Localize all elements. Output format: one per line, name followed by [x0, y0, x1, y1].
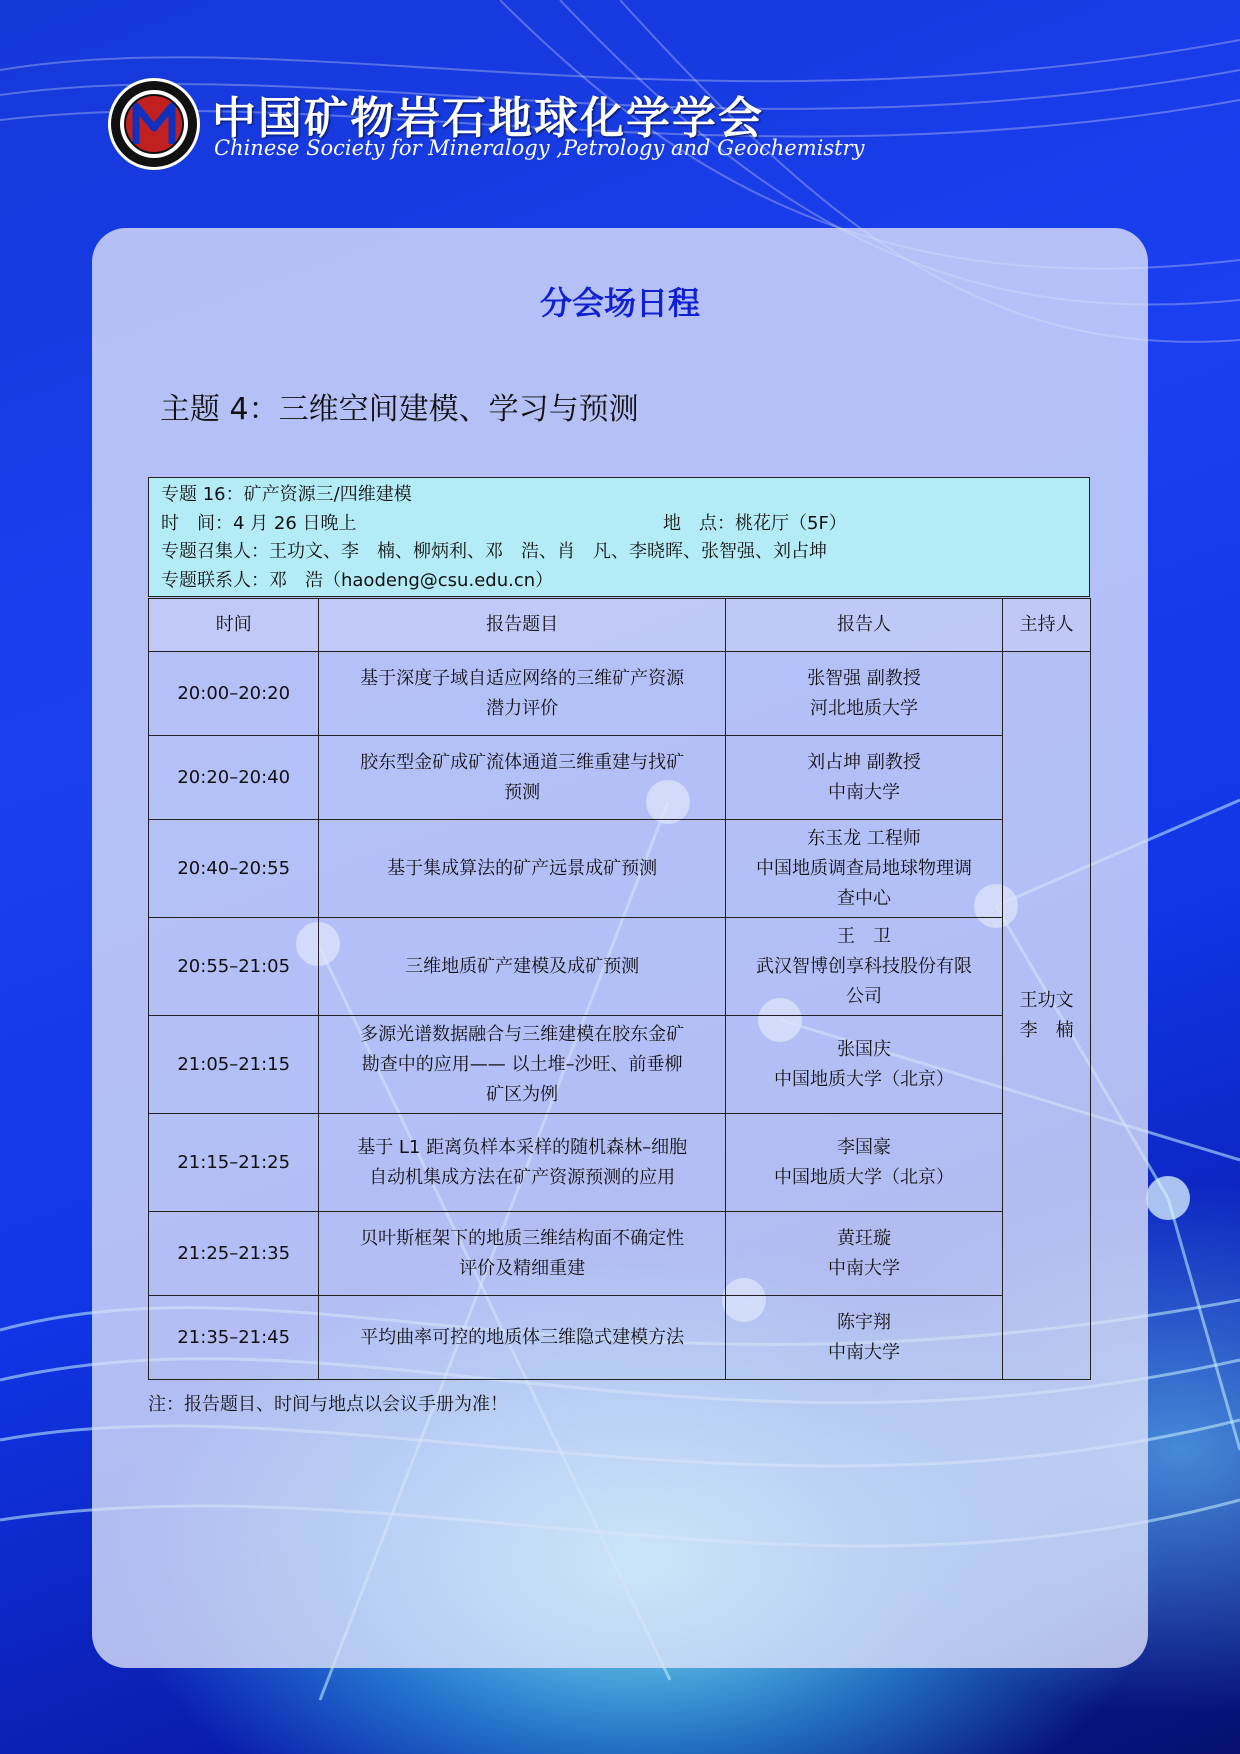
session-info-box [148, 477, 1090, 597]
session-time: 时 间：4 月 26 日晚上 [161, 512, 357, 534]
speaker-line: 东玉龙 工程师 [807, 827, 921, 849]
session-name: 专题 16：矿产资源三/四维建模 [161, 484, 412, 505]
cell-speaker [725, 652, 1002, 736]
header-speaker: 报告人 [725, 599, 1002, 652]
cell-time: 20:00–20:20 [149, 652, 319, 736]
cell-hosts [1003, 652, 1091, 1380]
table-row [149, 736, 1091, 820]
session-conveners: 专题召集人：王功文、李 楠、柳炳利、邓 浩、肖 凡、李晓晖、张智强、刘占坤 [161, 541, 827, 562]
page-title: 分会场日程 [539, 284, 700, 322]
speaker-line: 中南大学 [828, 1341, 901, 1363]
speaker-line: 中国地质大学（北京） [774, 1068, 955, 1090]
title-line: 多源光谱数据融合与三维建模在胶东金矿 [360, 1023, 685, 1045]
title-line: 平均曲率可控的地质体三维隐式建模方法 [360, 1326, 685, 1348]
speaker-line: 中国地质大学（北京） [774, 1166, 955, 1188]
schedule-card [92, 228, 1148, 1668]
host-name: 李 楠 [1019, 1019, 1074, 1041]
speaker-line: 武汉智博创享科技股份有限 [756, 955, 973, 977]
cell-time: 21:05–21:15 [149, 1016, 319, 1114]
org-name-en: Chinese Society for Mineralogy ,Petrology and Geochemistry [214, 136, 865, 160]
cell-time: 21:35–21:45 [149, 1296, 319, 1380]
speaker-line: 陈宇翔 [837, 1311, 892, 1333]
speaker-line: 中国地质调查局地球物理调 [756, 857, 973, 879]
header-title: 报告题目 [319, 599, 725, 652]
title-line: 三维地质矿产建模及成矿预测 [405, 955, 640, 977]
speaker-line: 河北地质大学 [810, 697, 919, 719]
table-row [149, 1296, 1091, 1380]
table-row [149, 1016, 1091, 1114]
cell-time: 20:20–20:40 [149, 736, 319, 820]
header-time: 时间 [149, 599, 319, 652]
cell-speaker [725, 1114, 1002, 1212]
cell-speaker [725, 1296, 1002, 1380]
table-row [149, 918, 1091, 1016]
table-row [149, 1212, 1091, 1296]
cell-speaker [725, 820, 1002, 918]
topic-title: 主题 4：三维空间建模、学习与预测 [160, 392, 639, 427]
title-line: 预测 [504, 781, 541, 803]
header [106, 76, 865, 172]
session-contact: 专题联系人：邓 浩（haodeng@csu.edu.cn） [161, 569, 554, 591]
cell-title [319, 1016, 725, 1114]
cell-title [319, 736, 725, 820]
title-line: 自动机集成方法在矿产资源预测的应用 [369, 1166, 676, 1188]
table-header-row [149, 599, 1091, 652]
cell-title [319, 1212, 725, 1296]
cell-speaker [725, 918, 1002, 1016]
cell-time: 20:40–20:55 [149, 820, 319, 918]
speaker-line: 李国豪 [837, 1136, 892, 1158]
cell-title [319, 1114, 725, 1212]
title-line: 基于集成算法的矿产远景成矿预测 [387, 857, 658, 879]
speaker-line: 中南大学 [828, 1257, 901, 1279]
title-line: 矿区为例 [486, 1083, 559, 1105]
footnote: 注：报告题目、时间与地点以会议手册为准！ [148, 1394, 508, 1415]
speaker-line: 张智强 副教授 [807, 667, 921, 689]
speaker-line: 查中心 [837, 887, 892, 909]
schedule-table [148, 598, 1091, 1380]
cell-time: 20:55–21:05 [149, 918, 319, 1016]
cell-speaker [725, 1212, 1002, 1296]
title-line: 勘查中的应用—— 以土堆–沙旺、前垂柳 [361, 1053, 683, 1075]
title-line: 贝叶斯框架下的地质三维结构面不确定性 [360, 1227, 685, 1249]
cell-title [319, 1296, 725, 1380]
title-line: 基于 L1 距离负样本采样的随机森林–细胞 [357, 1136, 688, 1158]
cell-speaker [725, 736, 1002, 820]
cell-title [319, 820, 725, 918]
title-line: 基于深度子域自适应网络的三维矿产资源 [360, 667, 685, 689]
speaker-line: 中南大学 [828, 781, 901, 803]
cell-title [319, 652, 725, 736]
org-name-zh: 中国矿物岩石地球化学学会 [212, 93, 764, 144]
speaker-line: 公司 [846, 985, 883, 1007]
table-row [149, 820, 1091, 918]
session-venue: 地 点：桃花厅（5F） [663, 512, 847, 534]
header-host: 主持人 [1003, 599, 1091, 652]
table-row [149, 652, 1091, 736]
cell-speaker [725, 1016, 1002, 1114]
session-time-venue-row [161, 510, 1077, 539]
title-line: 潜力评价 [486, 697, 559, 719]
title-line: 评价及精细重建 [459, 1257, 586, 1279]
cell-title [319, 918, 725, 1016]
cell-time: 21:25–21:35 [149, 1212, 319, 1296]
society-logo [106, 76, 202, 172]
cell-time: 21:15–21:25 [149, 1114, 319, 1212]
speaker-line: 刘占坤 副教授 [807, 751, 921, 773]
speaker-line: 王 卫 [837, 925, 892, 947]
table-row [149, 1114, 1091, 1212]
speaker-line: 张国庆 [837, 1038, 892, 1060]
speaker-line: 黄玨璇 [837, 1227, 892, 1249]
host-name: 王功文 [1019, 989, 1074, 1011]
title-line: 胶东型金矿成矿流体通道三维重建与找矿 [360, 751, 685, 773]
